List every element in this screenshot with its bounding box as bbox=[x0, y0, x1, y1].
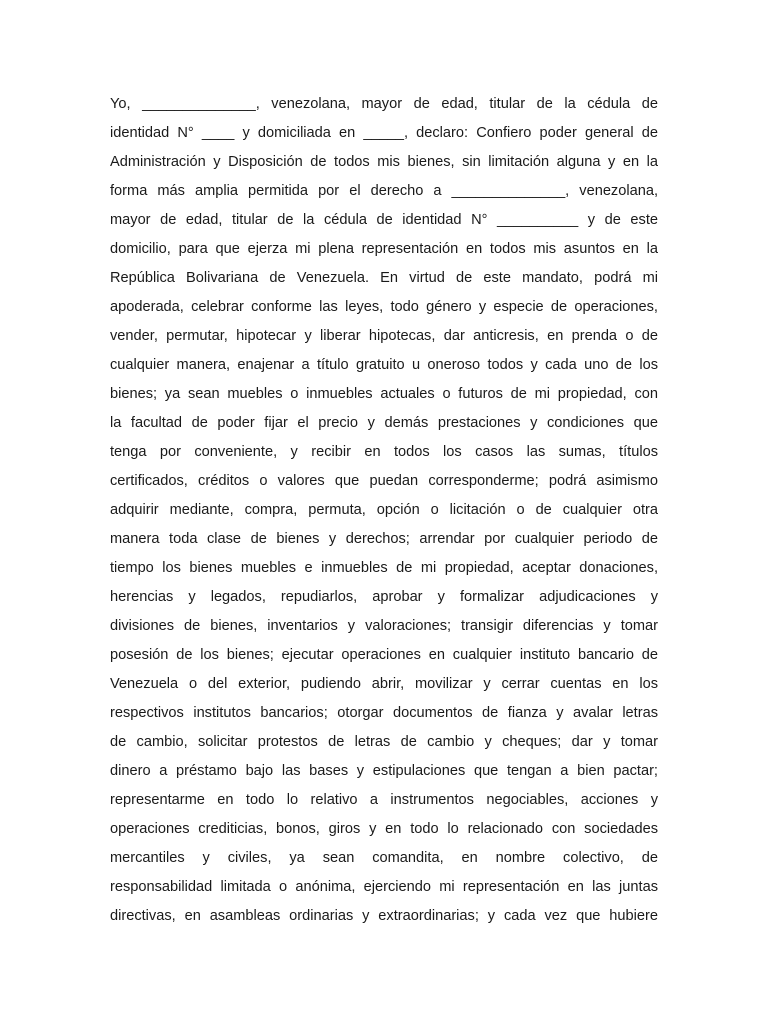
text-line: divisiones de bienes, inventarios y valoraciones; transigir diferencias y tomar bbox=[110, 618, 658, 634]
text-line: responsabilidad limitada o anónima, ejerciendo mi representación en las juntas bbox=[110, 879, 658, 895]
text-line: mercantiles y civiles, ya sean comandita, en nombre colectivo, de bbox=[110, 850, 658, 866]
text-line: posesión de los bienes; ejecutar operaciones en cualquier instituto bancario de bbox=[110, 647, 658, 663]
text-line: de cambio, solicitar protestos de letras de cambio y cheques; dar y tomar bbox=[110, 734, 658, 750]
text-line: representarme en todo lo relativo a instrumentos negociables, acciones y bbox=[110, 792, 658, 808]
text-line: Venezuela o del exterior, pudiendo abrir, movilizar y cerrar cuentas en los bbox=[110, 676, 658, 692]
text-line: vender, permutar, hipotecar y liberar hipotecas, dar anticresis, en prenda o de bbox=[110, 328, 658, 344]
text-line: tiempo los bienes muebles e inmuebles de mi propiedad, aceptar donaciones, bbox=[110, 560, 658, 576]
text-line: manera toda clase de bienes y derechos; arrendar por cualquier periodo de bbox=[110, 531, 658, 547]
text-line: dinero a préstamo bajo las bases y estipulaciones que tengan a bien pactar; bbox=[110, 763, 658, 779]
document-body bbox=[110, 90, 658, 931]
text-line: forma más amplia permitida por el derecho a ______________, venezolana, bbox=[110, 183, 658, 199]
text-line: tenga por conveniente, y recibir en todos los casos las sumas, títulos bbox=[110, 444, 658, 460]
text-line: directivas, en asambleas ordinarias y extraordinarias; y cada vez que hubiere bbox=[110, 908, 658, 924]
text-line: la facultad de poder fijar el precio y demás prestaciones y condiciones que bbox=[110, 415, 658, 431]
text-line: Administración y Disposición de todos mis bienes, sin limitación alguna y en la bbox=[110, 154, 658, 170]
text-line: certificados, créditos o valores que puedan corresponderme; podrá asimismo bbox=[110, 473, 658, 489]
text-line: operaciones crediticias, bonos, giros y en todo lo relacionado con sociedades bbox=[110, 821, 658, 837]
text-line: herencias y legados, repudiarlos, aprobar y formalizar adjudicaciones y bbox=[110, 589, 658, 605]
text-line: República Bolivariana de Venezuela. En virtud de este mandato, podrá mi bbox=[110, 270, 658, 286]
text-line: identidad N° ____ y domiciliada en _____, declaro: Confiero poder general de bbox=[110, 125, 658, 141]
text-line: apoderada, celebrar conforme las leyes, todo género y especie de operaciones, bbox=[110, 299, 658, 315]
text-line: domicilio, para que ejerza mi plena representación en todos mis asuntos en la bbox=[110, 241, 658, 257]
text-line: adquirir mediante, compra, permuta, opción o licitación o de cualquier otra bbox=[110, 502, 658, 518]
text-line: respectivos institutos bancarios; otorgar documentos de fianza y avalar letras bbox=[110, 705, 658, 721]
text-line: Yo, ______________, venezolana, mayor de edad, titular de la cédula de bbox=[110, 96, 658, 112]
text-line: bienes; ya sean muebles o inmuebles actuales o futuros de mi propiedad, con bbox=[110, 386, 658, 402]
text-line: mayor de edad, titular de la cédula de identidad N° __________ y de este bbox=[110, 212, 658, 228]
text-line: cualquier manera, enajenar a título gratuito u oneroso todos y cada uno de los bbox=[110, 357, 658, 373]
